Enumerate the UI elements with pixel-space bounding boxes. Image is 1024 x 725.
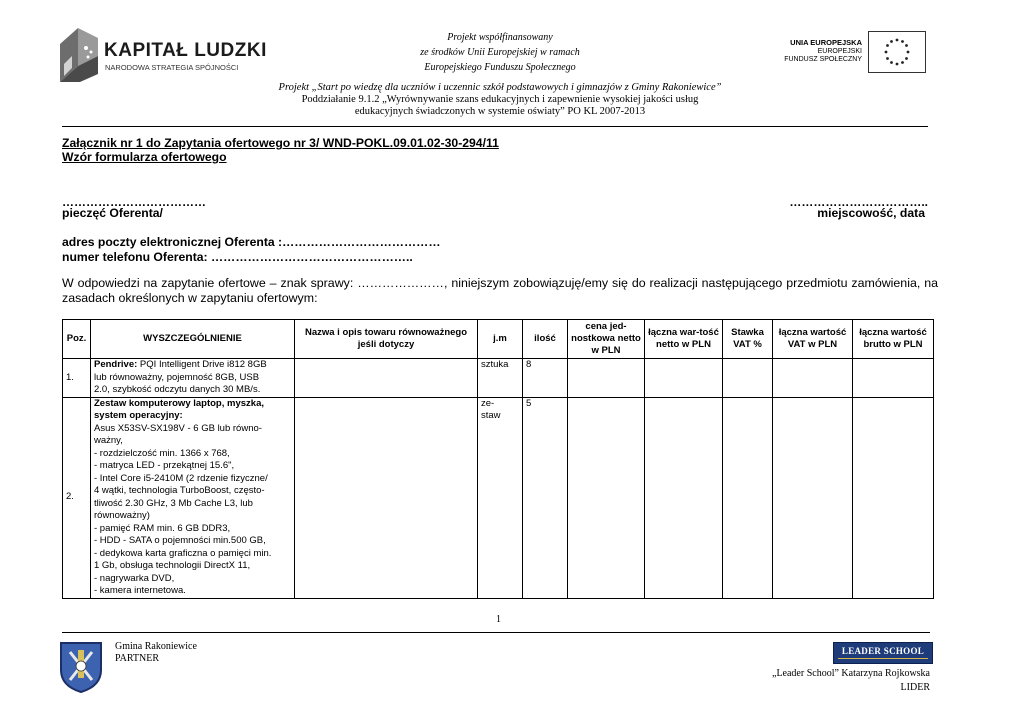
email-field-line: adres poczty elektronicznej Oferenta :………………………………… (62, 235, 441, 249)
row-specification (91, 359, 295, 398)
spec-line: PQI Intelligent Drive i812 8GB (137, 359, 267, 370)
col-header-vat-total: łączna wartość VAT w PLN (773, 320, 853, 359)
row-unit (478, 397, 523, 598)
col-header-gross-total: łączna wartość brutto w PLN (853, 320, 934, 359)
project-cofinancing-note (330, 30, 670, 75)
spec-line: lub równoważny, pojemność 8GB, USB (94, 371, 260, 383)
col-header-unit: j.m (478, 320, 523, 359)
spec-line: - matryca LED - przekątnej 15.6", (94, 460, 235, 471)
col-header-specification: WYSZCZEGÓLNIENIE (91, 320, 295, 359)
row-net-total-cell[interactable] (645, 397, 723, 598)
spec-line: - rozdzielczość min. 1366 x 768, (94, 447, 230, 459)
leader-role: LIDER (900, 682, 930, 693)
contact-fields (62, 235, 441, 265)
header-divider (62, 126, 928, 127)
leader-logo-text: LEADER SCHOOL (841, 646, 925, 656)
intro-paragraph: W odpowiedzi na zapytanie ofertowe – znak sprawy: …………………, niniejszym zobowiązuję/emy się do realizacji następującego przedmiotu zamówienia, na zasadach określonych w zapytaniu ofertowym: (62, 276, 938, 305)
eu-logo-line-1: UNIA EUROPEJSKA (790, 38, 862, 47)
spec-line: Asus X53SV-SX198V - 6 GB lub równo- (94, 422, 262, 434)
gmina-crest-icon (58, 640, 104, 694)
document-title-line-2: Wzór formularza ofertowego (62, 150, 227, 164)
eu-logo (780, 31, 926, 73)
kapital-ludzki-logo (58, 26, 267, 84)
row-quantity: 8 (523, 359, 568, 398)
row-equivalent-cell[interactable] (295, 397, 478, 598)
row-vat-total-cell[interactable] (773, 397, 853, 598)
place-date-dotted-line: …………………………….. (789, 195, 928, 209)
spec-line: 1 Gb, obsługa technologii DirectX 11, (94, 560, 251, 571)
row-poz: 2. (63, 397, 91, 598)
document-title (62, 136, 499, 164)
eu-logo-line-2: EUROPEJSKI (817, 47, 862, 55)
unit-line-2: staw (481, 410, 501, 421)
spec-line: - pamięć RAM min. 6 GB DDR3, (94, 522, 231, 534)
row-vat-total-cell[interactable] (773, 359, 853, 398)
col-header-vat-rate: Stawka VAT % (723, 320, 773, 359)
phone-field-line: numer telefonu Oferenta: ………………………………………….. (62, 250, 413, 264)
stamp-dotted-line: ……………………………… (62, 195, 206, 209)
table-row (63, 359, 934, 398)
project-line-2: ze środków Unii Europejskiej w ramach (420, 47, 580, 58)
row-poz: 1. (63, 359, 91, 398)
row-net-total-cell[interactable] (645, 359, 723, 398)
spec-line: - kamera internetowa. (94, 585, 186, 596)
partner-info (115, 641, 197, 665)
place-date-label: miejscowość, data (817, 206, 925, 220)
project-line-1: Projekt współfinansowany (447, 32, 553, 43)
kapital-ludzki-title: KAPITAŁ LUDZKI (104, 40, 267, 61)
row-gross-total-cell[interactable] (853, 397, 934, 598)
spec-line: - Intel Core i5-2410M (2 rdzenie fizyczne/ (94, 472, 268, 484)
spec-line: - dedykowa karta graficzna o pamięci min. (94, 547, 272, 559)
partner-name: Gmina Rakoniewice (115, 641, 197, 652)
page-number: 1 (496, 614, 501, 625)
leader-name: „Leader School” Katarzyna Rojkowska (772, 668, 930, 679)
partner-role: PARTNER (115, 653, 160, 664)
eu-logo-line-3: FUNDUSZ SPOŁECZNY (784, 56, 862, 63)
footer-divider (62, 632, 930, 633)
col-header-quantity: ilość (523, 320, 568, 359)
spec-line: równoważny) (94, 510, 150, 521)
row-quantity: 5 (523, 397, 568, 598)
table-header-row (63, 320, 934, 359)
spec-bold-label: Pendrive: (94, 359, 138, 370)
subproject-description (230, 82, 770, 118)
subproject-line-3: edukacyjnych świadczonych w systemie oświaty” PO KL 2007-2013 (354, 106, 646, 117)
project-line-3: Europejskiego Funduszu Społecznego (424, 62, 576, 73)
row-unit-price-cell[interactable] (568, 359, 645, 398)
col-header-equivalent: Nazwa i opis towaru równoważnego jeśli dotyczy (295, 320, 478, 359)
subproject-line-1: Projekt „Start po wiedzę dla uczniów i uczennic szkół podstawowych i gimnazjów z Gminy Rakoniewice” (278, 82, 722, 93)
spec-line: ważny, (94, 435, 123, 446)
eu-flag-icon (868, 31, 926, 73)
document-title-line-1: Załącznik nr 1 do Zapytania ofertowego nr 3/ WND-POKL.09.01.02-30-294/11 (62, 136, 499, 150)
col-header-unit-price: cena jed-nostkowa netto w PLN (568, 320, 645, 359)
col-header-net-total: łączna war-tość netto w PLN (645, 320, 723, 359)
col-header-poz: Poz. (63, 320, 91, 359)
subproject-line-2: Poddziałanie 9.1.2 „Wyrównywanie szans edukacyjnych i zapewnienie wysokiej jakości usług (301, 94, 699, 105)
row-unit-price-cell[interactable] (568, 397, 645, 598)
spec-line: tliwość 2.30 GHz, 3 Mb Cache L3, lub (94, 497, 253, 509)
stamp-label: pieczęć Oferenta/ (62, 206, 163, 220)
table-row (63, 397, 934, 598)
spec-bold-label: system operacyjny: (94, 410, 183, 421)
row-specification (91, 397, 295, 598)
leader-school-logo (833, 642, 933, 664)
unit-line-1: ze- (481, 397, 495, 409)
row-gross-total-cell[interactable] (853, 359, 934, 398)
offer-table (62, 319, 934, 599)
spec-line: - nagrywarka DVD, (94, 572, 175, 584)
spec-line: 4 wątki, technologia TurboBoost, często- (94, 485, 265, 496)
row-unit: sztuka (478, 359, 523, 398)
leader-info (772, 667, 930, 695)
row-vat-rate-cell[interactable] (723, 397, 773, 598)
spec-line: - HDD - SATA o pojemności min.500 GB, (94, 535, 266, 546)
spec-line: 2.0, szybkość odczytu danych 30 MB/s. (94, 384, 261, 395)
kapital-ludzki-subtitle: NARODOWA STRATEGIA SPÓJNOŚCI (105, 63, 239, 72)
row-equivalent-cell[interactable] (295, 359, 478, 398)
kapital-ludzki-emblem-icon (58, 26, 100, 84)
row-vat-rate-cell[interactable] (723, 359, 773, 398)
spec-bold-label: Zestaw komputerowy laptop, myszka, (94, 397, 264, 409)
